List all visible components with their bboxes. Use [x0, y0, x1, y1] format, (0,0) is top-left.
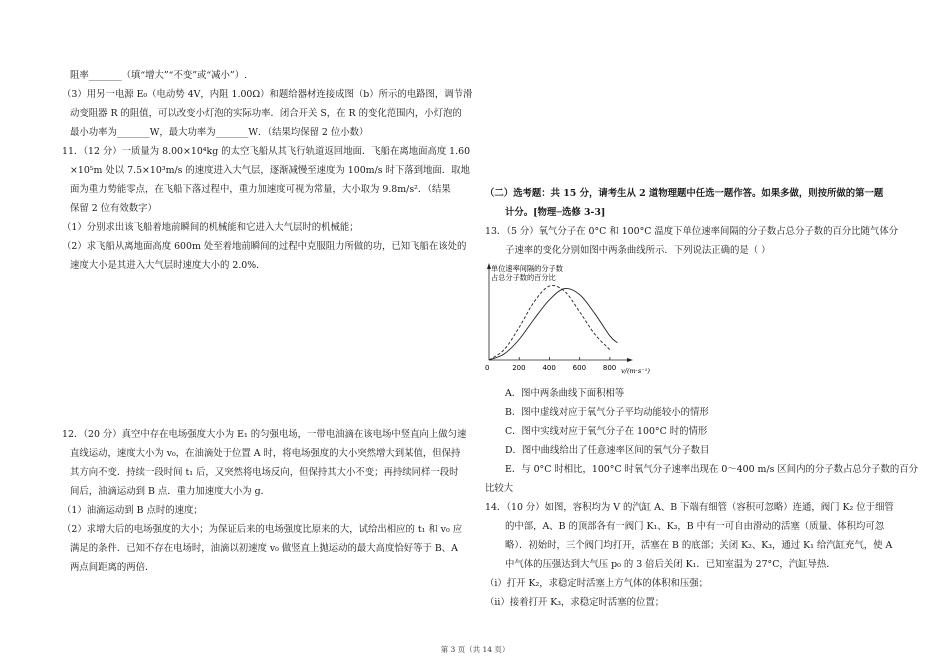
text-line: （2）求飞船从离地面高度 600m 处至着地前瞬间的过程中克服阻力所做的功，已知飞船在该处的	[62, 241, 467, 252]
left-column	[50, 66, 480, 577]
right-column	[485, 184, 919, 612]
series-dashed	[489, 286, 610, 360]
question-14: 14．（10 分）如图，容积均为 V 的汽缸 A、B 下端有细管（容积可忽略）连通，阀门 K₂ 位于细管	[485, 502, 894, 513]
text-line: ×10⁵m 处以 7.5×10³m/s 的速度进入大气层，逐渐减慢至速度为 100m/s 时下落到地面．取地	[70, 165, 470, 176]
question-13-cont: 子速率的变化分别如图中两条曲线所示．下列说法正确的是（ ）	[505, 245, 771, 256]
question-14-line: 略）．初始时，三个阀门均打开，活塞在 B 的底部；关闭 K₂、K₃，通过 K₁ 给汽缸充气，使 A	[505, 540, 893, 551]
x-tick-label: 400	[542, 364, 556, 372]
question-14-part-i: （i）打开 K₂，求稳定时活塞上方气体的体积和压强；	[485, 578, 708, 589]
text-line: 面为重力势能零点，在飞船下落过程中，重力加速度可视为常量，大小取为 9.8m/s²．（结果	[70, 184, 451, 195]
text-line: 保留 2 位有效数字）	[70, 203, 157, 214]
text-line: （1）油滴运动到 B 点时的速度；	[62, 505, 203, 516]
answer-space	[50, 275, 480, 425]
option-a: A．图中两条曲线下面积相等	[505, 388, 625, 399]
y-label-2: 占总分子数的百分比	[491, 273, 556, 282]
velocity-distribution-chart	[485, 260, 655, 384]
text-line: 速度大小是其进入大气层时速度大小的 2.0%．	[70, 260, 266, 271]
question-13: 13．（5 分）氧气分子在 0°C 和 100°C 温度下单位速率间隔的分子数占总分子数的百分比随气体分	[485, 226, 899, 237]
origin-label: 0	[485, 364, 490, 372]
text-line: （1）分别求出该飞船着地前瞬间的机械能和它进入大气层时的机械能；	[62, 222, 359, 233]
x-tick-label: 200	[512, 364, 526, 372]
text-line: 其方向不变．持续一段时间 t₁ 后，又突然将电场反向，但保持其大小不变；再持续同样一段时	[70, 467, 459, 478]
text-line: 两点间距离的两倍．	[70, 562, 155, 573]
series-solid	[489, 288, 617, 360]
chart-svg	[485, 260, 655, 384]
page-footer: 第 3 页（共 14 页）	[440, 645, 510, 654]
option-e: E．与 0°C 时相比，100°C 时氧气分子速率出现在 0～400 m/s 区间内的分子数占总分子数的百分	[505, 464, 919, 475]
x-axis-arrow	[627, 358, 633, 362]
option-e-cont: 比较大	[485, 483, 514, 494]
section-header: 计分。[物理─选修 3-3]	[505, 207, 606, 218]
x-tick-label: 800	[602, 364, 617, 372]
question-14-line: 中气体的压强达到大气压 p₀ 的 3 倍后关闭 K₁．已知室温为 27°C，汽缸导热．	[505, 559, 836, 570]
text-line: 间后，油滴运动到 B 点．重力加速度大小为 g．	[70, 486, 270, 497]
text-line: （3）用另一电源 E₀（电动势 4V，内阻 1.00Ω）和题给器材连接成图（b）所示的电路图，调节滑	[62, 89, 473, 100]
text-line: 11．（12 分）一质量为 8.00×10⁴kg 的太空飞船从其飞行轨道返回地面．飞船在离地面高度 1.60	[62, 146, 471, 157]
text-line: （2）求增大后的电场强度的大小；为保证后来的电场强度比原来的大，试给出相应的 t₁ 和 v₀ 应	[62, 524, 463, 535]
y-label-1: 单位速率间隔的分子数	[491, 264, 563, 273]
text-line: 满足的条件．已知不存在电场时，油滴以初速度 v₀ 做竖直上抛运动的最大高度恰好等于 B、A	[70, 543, 458, 554]
text-line: 动变阻器 R 的阻值，可以改变小灯泡的实际功率．闭合开关 S，在 R 的变化范围内，小灯泡的	[70, 108, 462, 119]
text-line: 直线运动，速度大小为 v₀，在油滴处于位置 A 时，将电场强度的大小突然增大到某值，但保持	[70, 448, 461, 459]
x-axis-label: v/(m·s⁻¹)	[621, 367, 650, 375]
text-line: 12．（20 分）真空中存在电场强度大小为 E₁ 的匀强电场，一带电油滴在该电场中竖直向上做匀速	[62, 429, 467, 440]
question-14-part-ii: （ii）接着打开 K₃，求稳定时活塞的位置；	[485, 597, 665, 608]
option-b: B．图中虚线对应于氧气分子平均动能较小的情形	[505, 407, 709, 418]
text-line: 最小功率为_______W，最大功率为_______W．（结果均保留 2 位小数）	[70, 127, 369, 138]
section-header: （二）选考题：共 15 分，请考生从 2 道物理题中任选一题作答。如果多做，则按所做的第一题	[485, 188, 884, 199]
option-c: C．图中实线对应于氧气分子在 100°C 时的情形	[505, 426, 708, 437]
option-d: D．图中曲线给出了任意速率区间的氧气分子数目	[505, 445, 710, 456]
text-line: 阻率_______（填“增大”“不变”或“减小”）.	[70, 70, 248, 81]
question-14-line: 的中部，A、B 的顶部各有一阀门 K₁、K₃，B 中有一可自由滑动的活塞（质量、体积均可忽	[505, 521, 885, 532]
x-tick-label: 600	[572, 364, 587, 372]
